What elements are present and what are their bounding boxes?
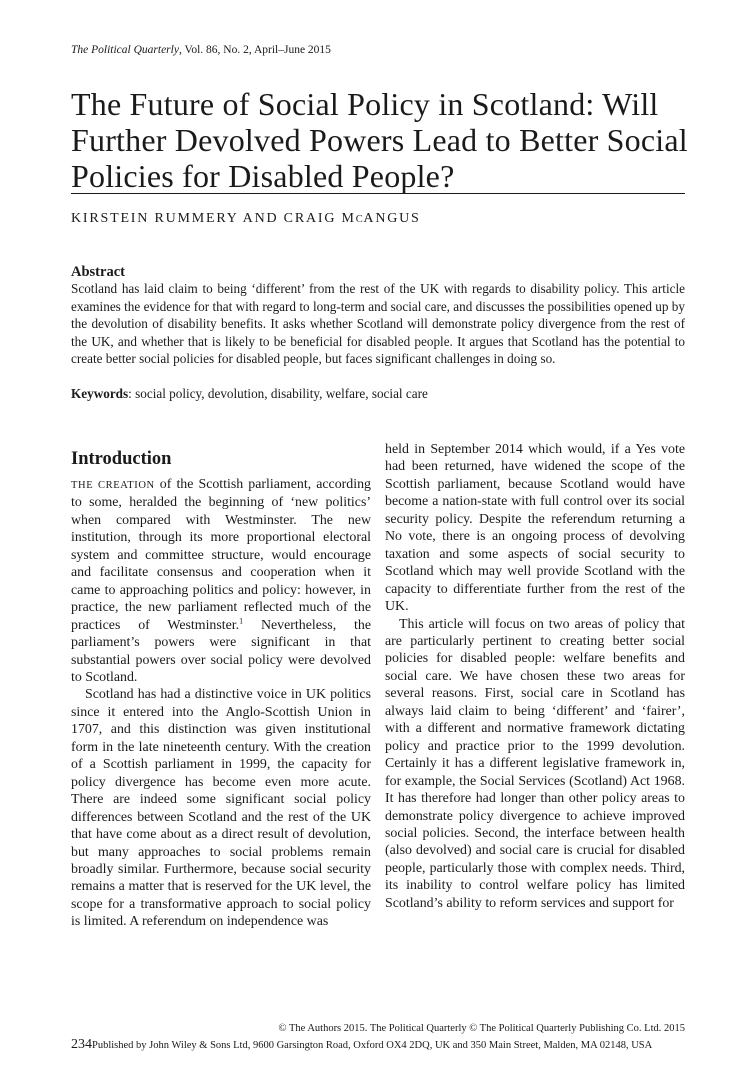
article-authors [71,211,421,227]
article-title: The Future of Social Policy in Scotland: Will Further Devolved Powers Lead to Better Social Policies for Disabled People? [71,86,688,194]
journal-name: The Political Quarterly [71,44,179,56]
page-number: 234 [71,1037,92,1052]
intro-paragraph-1 [71,476,371,686]
keywords-label: Keywords [71,386,129,401]
journal-issue: , Vol. 86, No. 2, April–June 2015 [178,44,331,56]
abstract-heading: Abstract [71,264,125,280]
intro-paragraph-3: held in September 2014 which would, if a Yes vote had been returned, have widened the scope of the Scottish parliament, because Scotland would have become a nation-state with full control over its social security policy. Despite the referendum returning a No vote, there is an ongoing process of devolving taxation and some aspects of social security to Scotland which may well provide Scotland with the capacity to differentiate further from the rest of the UK. [385,442,685,615]
intro-p1-text-b: Nevertheless, the parliament’s powers were significant in that substantial powers over social policy were devolved to Scotland. [71,617,371,685]
abstract-text: Scotland has laid claim to being ‘different’ from the rest of the UK with regards to disability policy. This article examines the evidence for that with regard to long-term and social care, and discusses the possibilities opened up by the devolution of disability benefits. It asks whether Scotland will demonstrate policy divergence from the rest of the UK, and whether that is likely to be beneficial for disabled people. It argues that Scotland has the potential to create better social policies for disabled people, but faces significant challenges in doing so. [71,281,685,366]
footnote-ref-1[interactable]: 1 [239,616,244,625]
keywords-list: : social policy, devolution, disability, welfare, social care [128,386,428,401]
section-heading-introduction: Introduction [71,449,172,469]
intro-smallcaps-lead: THE CREATION [71,480,155,491]
authors-smallcap: C [355,214,364,225]
intro-paragraph-4: This article will focus on two areas of policy that are particularly pertinent to creating better social policies for disabled people: welfare benefits and social care. We have chosen these two areas for several reasons. First, social care in Scotland has always laid claim to being ‘different’ and ‘fairer’, with a different and normative framework dictating policy and practice prior to the 1999 devolution. Certainly it has a different legislative framework in, for example, the Social Services (Scotland) Act 1968. It has therefore had longer than other policy areas to demonstrate policy divergence to achieve improved social policies. Second, the interface between health (also devolved) and social care is crucial for disabled people, particularly those with complex needs. Third, its inability to control welfare policy has limited Scotland’s ability to reform services and support for [385,616,685,911]
left-column [71,476,371,931]
footer-publisher: Published by John Wiley & Sons Ltd, 9600 Garsington Road, Oxford OX4 2DQ, UK and 350 Main Street, Malden, MA 02148, USA [92,1040,653,1051]
footer-copyright: © The Authors 2015. The Political Quarterly © The Political Quarterly Publishing Co. Ltd. 2015 [278,1023,685,1034]
keywords-line [71,386,685,402]
title-rule [71,193,685,194]
intro-p1-text-a: of the Scottish parliament, according to some, heralded the beginning of ‘new politics’ when compared with Westminster. The new institution, through its more proportional electoral system and committee structure, would encourage and facilitate consensus and cooperation when it came to approaching politics and policy: however, in practice, the new parliament reflected much of the practices of Westminster. [71,477,371,633]
authors-end: ANGUS [363,211,421,226]
authors-main: KIRSTEIN RUMMERY AND CRAIG M [71,211,356,226]
journal-citation [71,44,331,56]
intro-paragraph-2: Scotland has had a distinctive voice in UK politics since it entered into the Anglo-Scottish Union in 1707, and this distinction was given institutional form in the late nineteenth century. With the creation of a Scottish parliament in 1999, the capacity for policy divergence has become even more acute. There are indeed some significant social policy differences between Scotland and the rest of the UK that have come about as a direct result of devolution, but many approaches to social problems remain broadly similar. Furthermore, because social security remains a matter that is reserved for the UK level, the scope for a transformative approach to social policy is limited. A referendum on independence was [71,687,371,930]
right-column [385,441,685,912]
